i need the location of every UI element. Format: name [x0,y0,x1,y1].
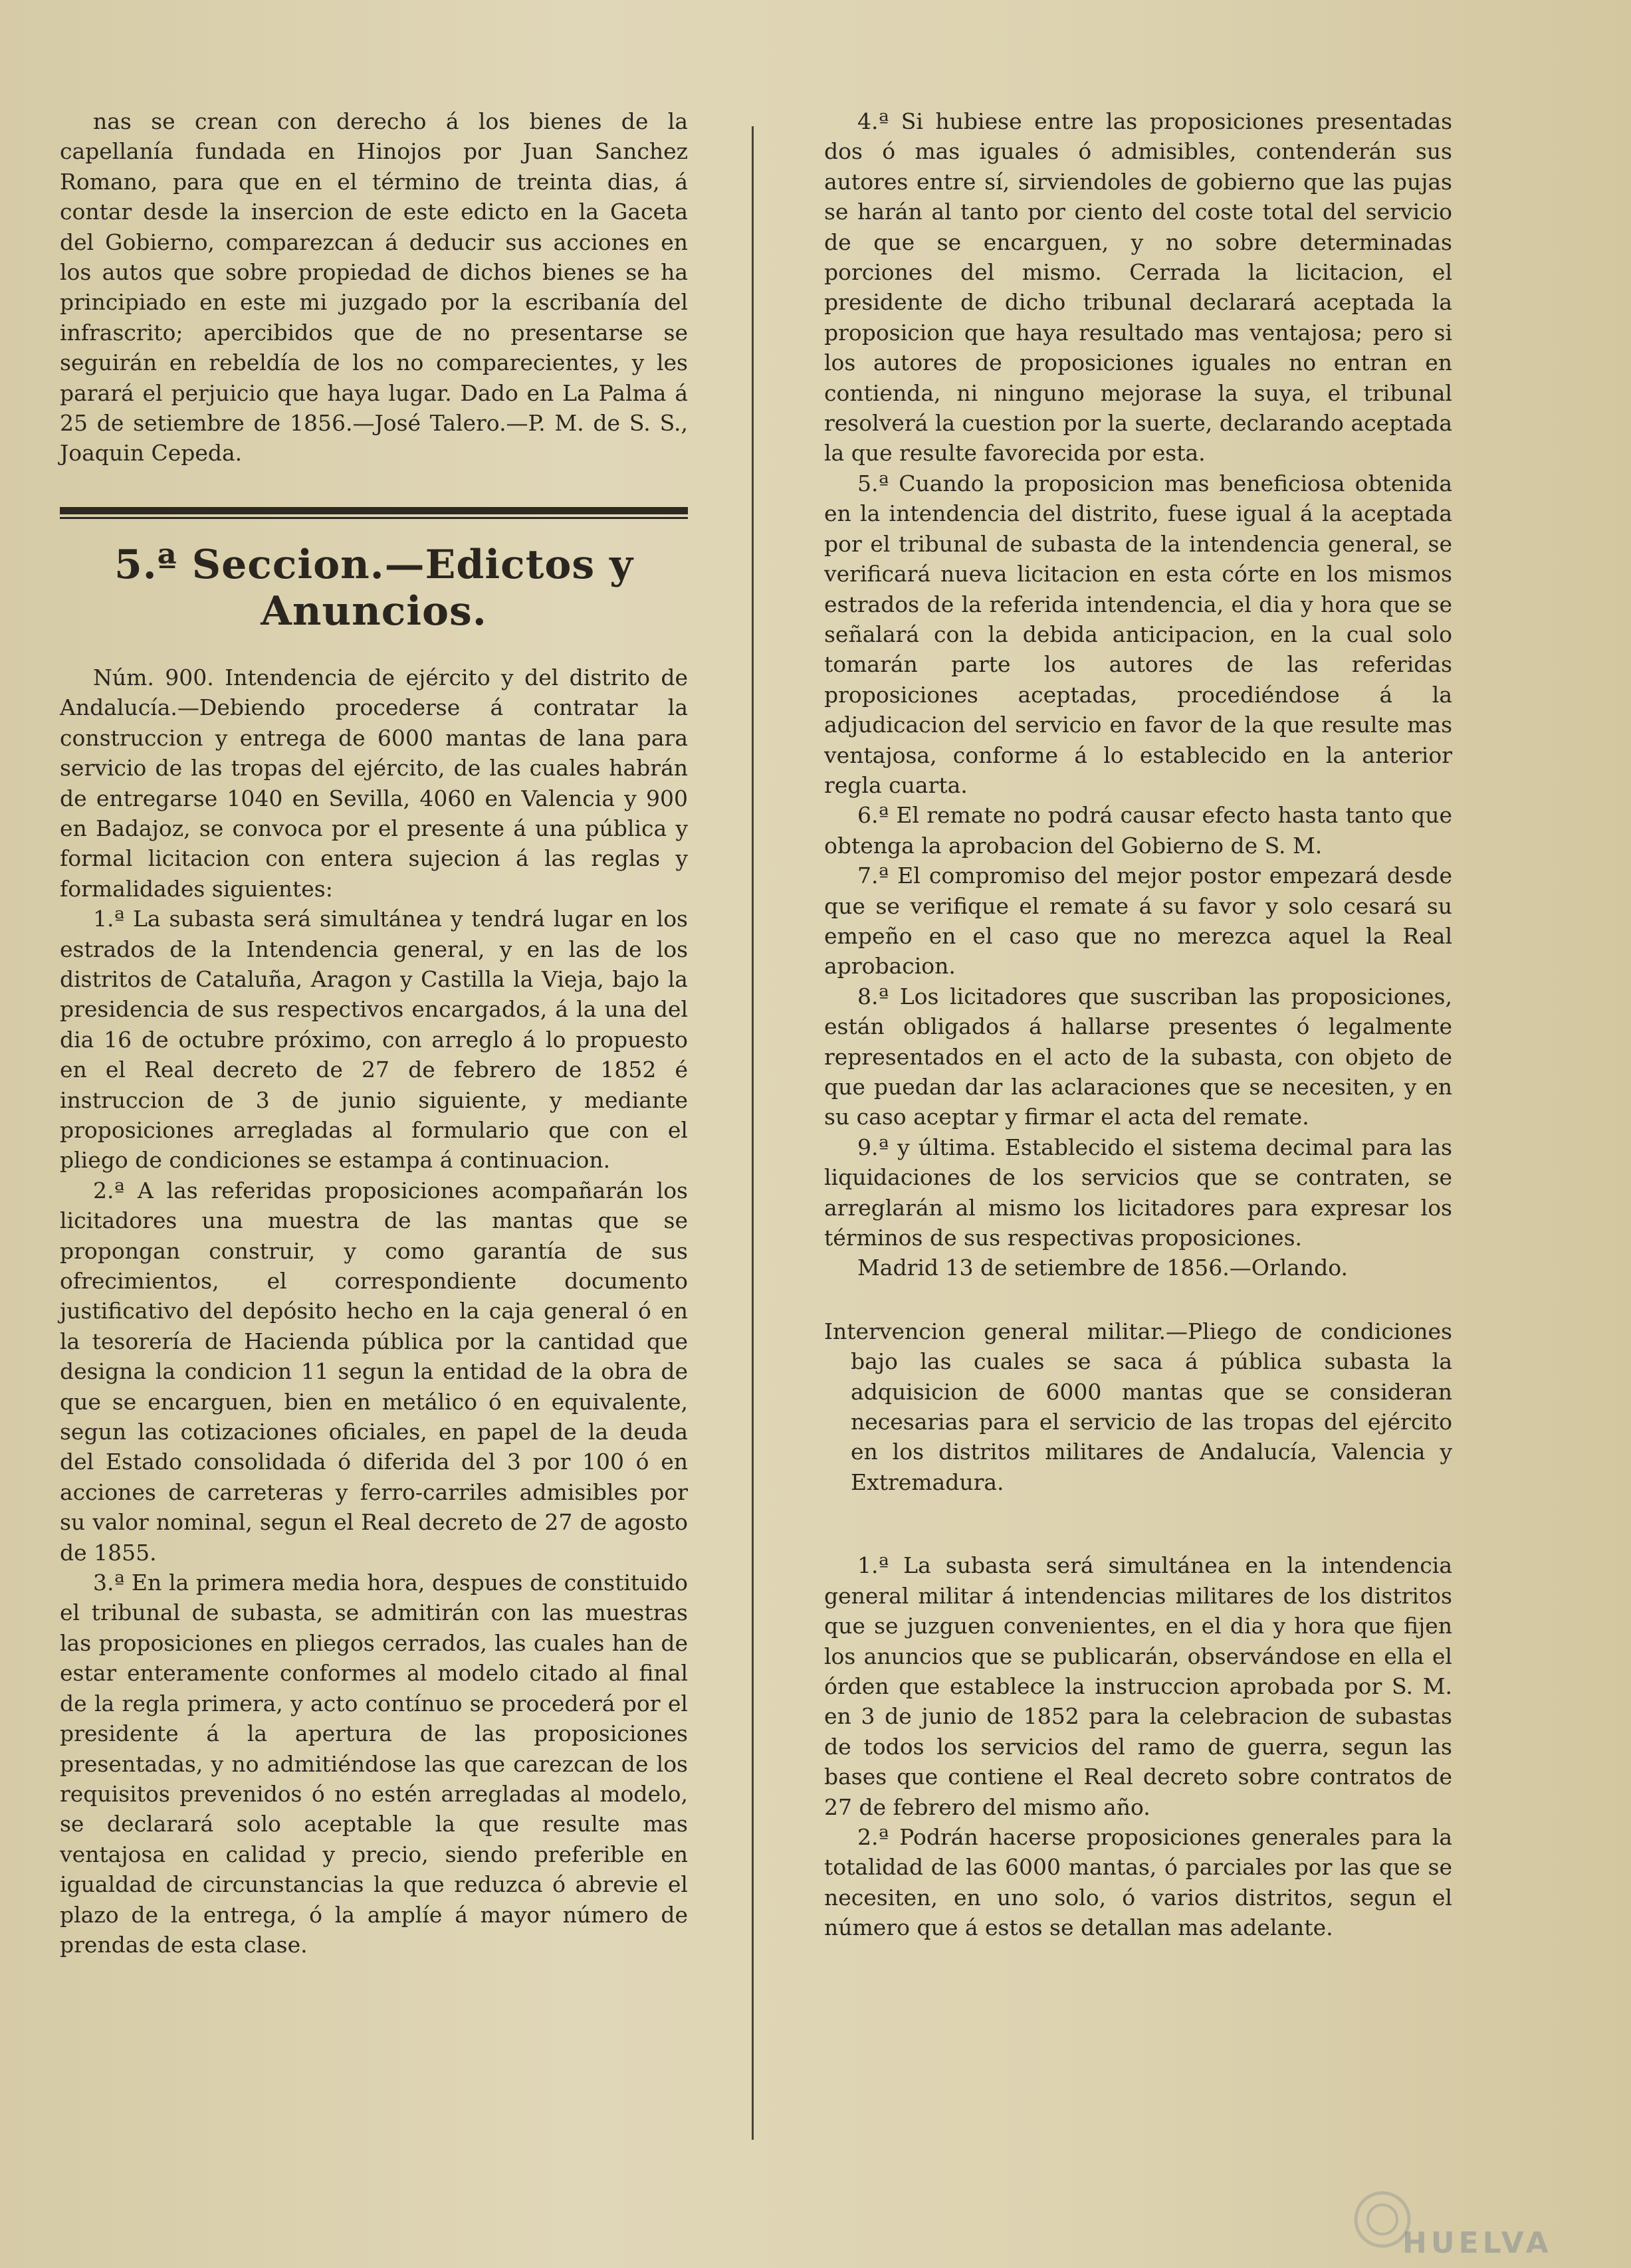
rule-8: 8.ª Los licitadores que suscriban las proposiciones, están obligados á hallarse presentes ó legalmente representados en el acto de la subasta, con objeto de que puedan dar las aclaraciones que se necesiten, y en su caso aceptar y firmar el acta del remate. [824,983,1452,1130]
rule-7: 7.ª El compromiso del mejor postor empezará desde que se verifique el remate á su favor y solo cesará su empeño en el caso que no merezca aquel la Real aprobacion. [824,863,1452,979]
rule-6: 6.ª El remate no podrá causar efecto hasta tanto que obtenga la aprobacion del Gobierno de S. M. [824,802,1452,859]
column-divider [752,126,754,2140]
rule-9: 9.ª y última. Establecido el sistema decimal para las liquidaciones de los servicios que se contraten, se arreglarán al mismo los licitadores para expresar los términos de sus respectivas proposiciones. [824,1134,1452,1251]
archive-watermark: HUELVA [1402,2226,1553,2260]
rule-4: 4.ª Si hubiese entre las proposiciones presentadas dos ó mas iguales ó admisibles, contenderán sus autores entre sí, sirviendoles de gobierno que las pujas se harán al tanto por ciento del coste total del servicio de que se encarguen, y no sobre determinadas porciones del mismo. Cerrada la licitacion, el presidente de dicho tribunal declarará aceptada la proposicion que haya resultado mas ventajosa; pero si los autores de proposiciones iguales no entran en contienda, ni ninguno mejorase la suya, el tribunal resolverá la cuestion por la suerte, declarando aceptada la que resulte favorecida por esta. [824,108,1452,466]
pliego-heading: Intervencion general militar.—Pliego de condiciones bajo las cuales se saca á pública subasta la adquisicion de 6000 mantas que se consideran necesarias para el servicio de las tropas del ejército en los distritos militares de Andalucía, Valencia y Extremadura. [824,1318,1452,1495]
spacer [824,1283,1452,1316]
rule-1: 1.ª La subasta será simultánea y tendrá lugar en los estrados de la Intendencia general, y en las de los distritos de Cataluña, Aragon y Castilla la Vieja, bajo la presidencia de sus respectivos encargados, á la una del dia 16 de octubre próximo, con arreglo á lo propuesto en el Real decreto de 27 de febrero de 1852 é instruccion de 3 de junio siguiente, y mediante proposiciones arregladas al formulario que con el pliego de condiciones se estampa á continuacion. [60,906,688,1174]
section-divider [60,507,688,519]
rule-5: 5.ª Cuando la proposicion mas beneficiosa obtenida en la intendencia del distrito, fuese igual á la aceptada por el tribunal de subasta de la intendencia general, se verificará nueva licitacion en esta córte en los mismos estrados de la referida intendencia, el dia y hora que se señalará con la debida anticipacion, en la cual solo tomarán parte los autores de las referidas proposiciones aceptadas, procediéndose á la adjudicacion del servicio en favor de la que resulte mas ventajosa, conforme á lo establecido en la anterior regla cuarta. [824,470,1452,798]
rule-3: 3.ª En la primera media hora, despues de constituido el tribunal de subasta, se admitirán con las muestras las proposiciones en pliegos cerrados, las cuales han de estar enteramente conformes al modelo citado al final de la regla primera, y acto contínuo se procederá por el presidente á la apertura de las proposiciones presentadas, y no admitiéndose las que carezcan de los requisitos prevenidos ó no estén arregladas al modelo, se declarará solo aceptable la que resulte mas ventajosa en calidad y precio, siendo preferible en igualdad de circunstancias la que reduzca ó abrevie el plazo de la entrega, ó la amplíe á mayor número de prendas de esta clase. [60,1570,688,1958]
right-column [824,106,1452,1943]
section-heading: 5.ª Seccion.—Edictos y Anuncios. [114,541,633,635]
spacer [824,1497,1452,1550]
previous-edict-ending: nas se crean con derecho á los bienes de la capellanía fundada en Hinojos por Juan Sanchez Romano, para que en el término de treinta dias, á contar desde la insercion de este edicto en la Gaceta del Gobierno, comparezcan á deducir sus acciones en los autos que sobre propiedad de dichos bienes se ha principiado en este mi juzgado por la escribanía del infrascrito; apercibidos que de no presentarse se seguirán en rebeldía de los no comparecientes, y les parará el perjuicio que haya lugar. Dado en La Palma á 25 de setiembre de 1856.—José Talero.—P. M. de S. S., Joaquin Cepeda. [60,108,688,466]
condition-2: 2.ª Podrán hacerse proposiciones generales para la totalidad de las 6000 mantas, ó parciales por las que se necesiten, en uno solo, ó varios distritos, segun el número que á estos se detallan mas adelante. [824,1823,1452,1941]
condition-1: 1.ª La subasta será simultánea en la intendencia general militar á intendencias militares de los distritos que se juzguen convenientes, en el dia y hora que fijen los anuncios que se publicarán, observándose en ella el órden que establece la instruccion aprobada por S. M. en 3 de junio de 1852 para la celebracion de subastas de todos los servicios del ramo de guerra, segun las bases que contiene el Real decreto sobre contratos de 27 de febrero del mismo año. [824,1552,1452,1820]
signature: Madrid 13 de setiembre de 1856.—Orlando. [857,1255,1349,1281]
notice-900-intro: Núm. 900. Intendencia de ejército y del distrito de Andalucía.—Debiendo procederse á contratar la construccion y entrega de 6000 mantas de lana para servicio de las tropas del ejército, de las cuales habrán de entregarse 1040 en Sevilla, 4060 en Valencia y 900 en Badajoz, se convoca por el presente á una pública y formal licitacion con entera sujecion á las reglas y formalidades siguientes: [60,664,688,902]
left-column [60,106,688,1960]
rule-2: 2.ª A las referidas proposiciones acompañarán los licitadores una muestra de las mantas que se propongan construir, y como garantía de sus ofrecimientos, el correspondiente documento justificativo del depósito hecho en la caja general ó en la tesorería de Hacienda pública por la cantidad que designa la condicion 11 segun la entidad de la obra de que se encarguen, bien en metálico ó en equivalente, segun las cotizaciones oficiales, en papel de la deuda del Estado consolidada ó diferida del 3 por 100 ó en acciones de carreteras y ferro-carriles admisibles por su valor nominal, segun el Real decreto de 27 de agosto de 1855. [60,1177,688,1566]
